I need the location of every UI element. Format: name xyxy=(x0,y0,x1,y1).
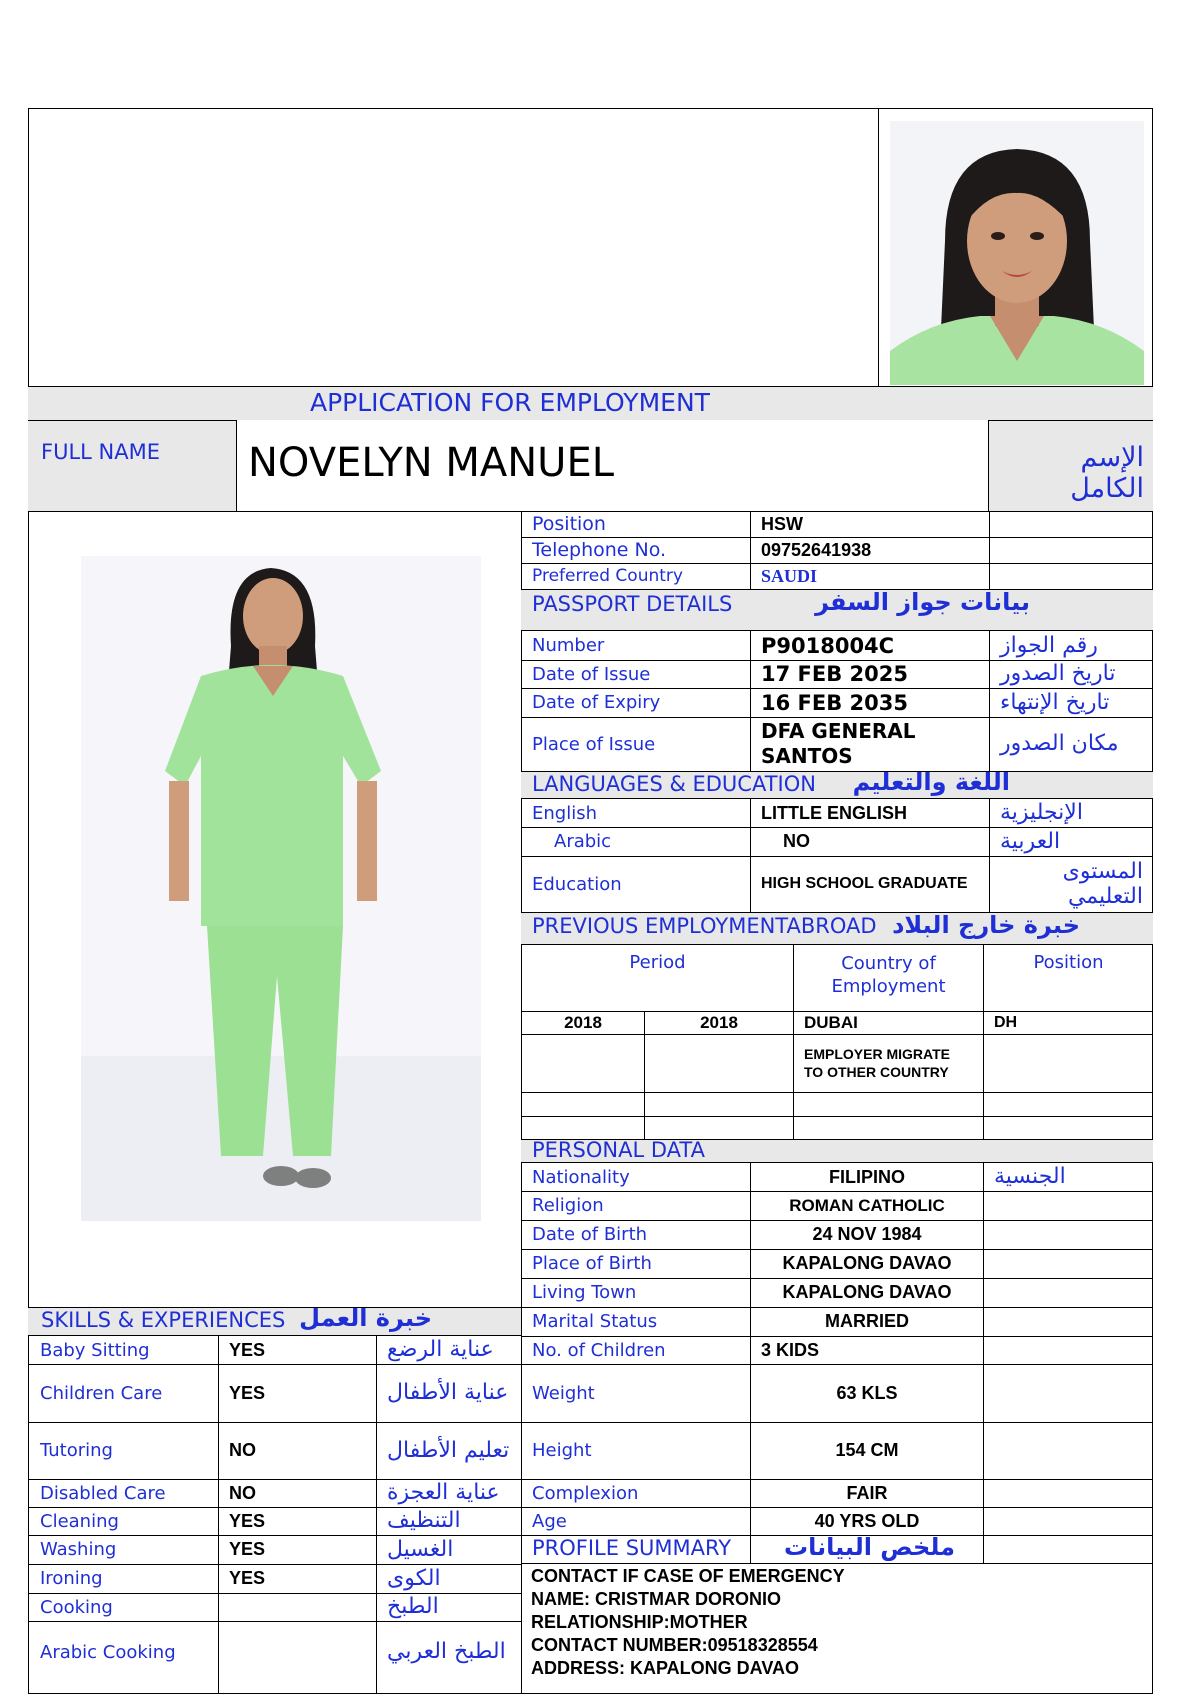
profile-line: ADDRESS: KAPALONG DAVAO xyxy=(531,1658,800,1678)
education-ar: المستوى التعليمي xyxy=(1062,858,1143,909)
previous-title: PREVIOUS EMPLOYMENTABROAD xyxy=(532,914,877,938)
skill-ar: الطبخ xyxy=(387,1594,439,1620)
town-value: KAPALONG DAVAO xyxy=(782,1282,952,1302)
weight-label: Weight xyxy=(532,1382,595,1404)
skill-value: YES xyxy=(229,1568,266,1588)
dob-label: Date of Birth xyxy=(532,1224,648,1245)
children-value: 3 KIDS xyxy=(761,1339,820,1360)
country-header: Country of Employment xyxy=(831,953,946,998)
profile-line: NAME: CRISTMAR DORONIO xyxy=(531,1589,781,1609)
nationality-ar: الجنسية xyxy=(994,1164,1066,1190)
weight-value: 63 KLS xyxy=(836,1382,898,1403)
period-header: Period xyxy=(629,952,686,973)
expiry-date-value: 16 FEB 2035 xyxy=(761,690,908,715)
profile-line: CONTACT NUMBER:09518328554 xyxy=(531,1635,818,1655)
issue-date-label: Date of Issue xyxy=(532,663,651,685)
place-issue-label: Place of Issue xyxy=(532,733,656,755)
age-label: Age xyxy=(532,1510,567,1532)
prev-position: DH xyxy=(994,1013,1018,1031)
rule xyxy=(983,945,984,1139)
arabic-value: NO xyxy=(783,831,810,851)
profile-line: RELATIONSHIP:MOTHER xyxy=(531,1612,748,1632)
rule xyxy=(521,1116,1153,1117)
passport-title: PASSPORT DETAILS xyxy=(532,592,733,616)
passport-number-value: P9018004C xyxy=(761,633,895,658)
age-value: 40 YRS OLD xyxy=(814,1510,920,1531)
skill-value xyxy=(219,1621,376,1683)
children-label: No. of Children xyxy=(532,1339,666,1361)
skill-label: Washing xyxy=(40,1539,117,1560)
skill-label: Cleaning xyxy=(40,1510,119,1532)
passport-title-ar: بيانات جواز السفر xyxy=(815,588,1030,616)
religion-value: ROMAN CATHOLIC xyxy=(789,1195,945,1215)
passport-number-label: Number xyxy=(532,635,605,656)
place-issue-ar: مكان الصدور xyxy=(1000,731,1119,757)
education-label: Education xyxy=(532,873,622,895)
passport-number-ar: رقم الجواز xyxy=(1000,632,1098,658)
skill-value: YES xyxy=(229,1510,266,1531)
previous-title-ar: خبرة خارج البلاد xyxy=(892,911,1080,939)
preferred-country-value: SAUDI xyxy=(761,565,818,586)
position-header: Position xyxy=(1033,952,1104,973)
arabic-label: Arabic xyxy=(554,831,612,852)
marital-value: MARRIED xyxy=(825,1311,909,1331)
skill-value: NO xyxy=(229,1482,256,1503)
position-value: HSW xyxy=(761,513,803,534)
profile-title: PROFILE SUMMARY xyxy=(532,1536,732,1560)
skill-ar: التنظيف xyxy=(387,1508,461,1534)
prev-to: 2018 xyxy=(700,1012,738,1032)
religion-label: Religion xyxy=(532,1195,604,1216)
skill-ar: تعليم الأطفال xyxy=(387,1437,510,1463)
telephone-label: Telephone No. xyxy=(532,539,667,561)
full-body-photo xyxy=(81,556,481,1221)
height-label: Height xyxy=(532,1440,592,1461)
nationality-label: Nationality xyxy=(532,1166,630,1188)
personal-title: PERSONAL DATA xyxy=(532,1138,705,1162)
skills-title-ar: خبرة العمل xyxy=(299,1304,432,1332)
languages-title: LANGUAGES & EDUCATION xyxy=(532,772,816,796)
place-issue-value: DFA GENERAL SANTOS xyxy=(761,719,916,768)
skills-title: SKILLS & EXPERIENCES xyxy=(41,1308,286,1332)
marital-label: Marital Status xyxy=(532,1311,658,1332)
skill-ar: الكوى xyxy=(387,1565,441,1591)
expiry-date-ar: تاريخ الإنتهاء xyxy=(1000,689,1110,715)
skill-value: NO xyxy=(229,1440,256,1460)
height-value: 154 CM xyxy=(835,1440,899,1460)
skill-value xyxy=(219,1593,376,1621)
rule xyxy=(521,1092,1153,1093)
skill-label: Children Care xyxy=(40,1382,163,1404)
skill-label: Baby Sitting xyxy=(40,1339,150,1361)
skill-label: Disabled Care xyxy=(40,1482,166,1504)
skill-ar: عناية العجزة xyxy=(387,1480,500,1506)
issue-date-ar: تاريخ الصدور xyxy=(1000,661,1116,687)
complexion-label: Complexion xyxy=(532,1482,639,1504)
skill-label: Cooking xyxy=(40,1596,113,1618)
telephone-value: 09752641938 xyxy=(761,539,872,560)
english-value: LITTLE ENGLISH xyxy=(761,802,907,823)
english-ar: الإنجليزية xyxy=(1000,800,1083,826)
header-divider xyxy=(878,108,879,386)
town-label: Living Town xyxy=(532,1282,637,1303)
languages-title-ar: اللغة والتعليم xyxy=(852,768,1010,796)
position-label: Position xyxy=(532,513,606,535)
skill-value: YES xyxy=(229,1339,266,1360)
skill-value: YES xyxy=(229,1382,266,1403)
skill-ar: الغسيل xyxy=(387,1536,454,1562)
full-name-value: NOVELYN MANUEL xyxy=(248,440,615,486)
prev-note: EMPLOYER MIGRATE TO OTHER COUNTRY xyxy=(804,1045,950,1080)
full-name-label: FULL NAME xyxy=(41,440,160,464)
form-title: APPLICATION FOR EMPLOYMENT xyxy=(310,388,710,417)
rule xyxy=(989,511,990,589)
skill-label: Arabic Cooking xyxy=(40,1641,176,1663)
nationality-value: FILIPINO xyxy=(829,1166,905,1187)
skill-label: Ironing xyxy=(40,1568,103,1589)
issue-date-value: 17 FEB 2025 xyxy=(761,662,908,686)
skill-ar: عناية الأطفال xyxy=(387,1380,509,1406)
arabic-ar: العربية xyxy=(1000,828,1061,854)
profile-title-ar: ملخص البيانات xyxy=(783,1533,955,1561)
preferred-country-label: Preferred Country xyxy=(532,566,683,586)
pob-label: Place of Birth xyxy=(532,1253,652,1274)
profile-summary xyxy=(531,1565,1146,1680)
prev-from: 2018 xyxy=(564,1012,602,1032)
skill-ar: الطبخ العربي xyxy=(387,1639,506,1665)
dob-value: 24 NOV 1984 xyxy=(812,1224,922,1244)
prev-country: DUBAI xyxy=(804,1012,858,1032)
skill-value: YES xyxy=(229,1539,266,1559)
education-value: HIGH SCHOOL GRADUATE xyxy=(761,875,968,892)
portrait-photo xyxy=(890,121,1144,385)
english-label: English xyxy=(532,802,597,824)
skill-label: Tutoring xyxy=(40,1440,113,1461)
pob-value: KAPALONG DAVAO xyxy=(782,1253,952,1273)
expiry-date-label: Date of Expiry xyxy=(532,692,661,713)
complexion-value: FAIR xyxy=(846,1482,888,1503)
full-name-arabic: الإسم الكامل xyxy=(1070,442,1144,505)
skill-ar: عناية الرضع xyxy=(387,1337,494,1363)
profile-line: CONTACT IF CASE OF EMERGENCY xyxy=(531,1566,845,1586)
